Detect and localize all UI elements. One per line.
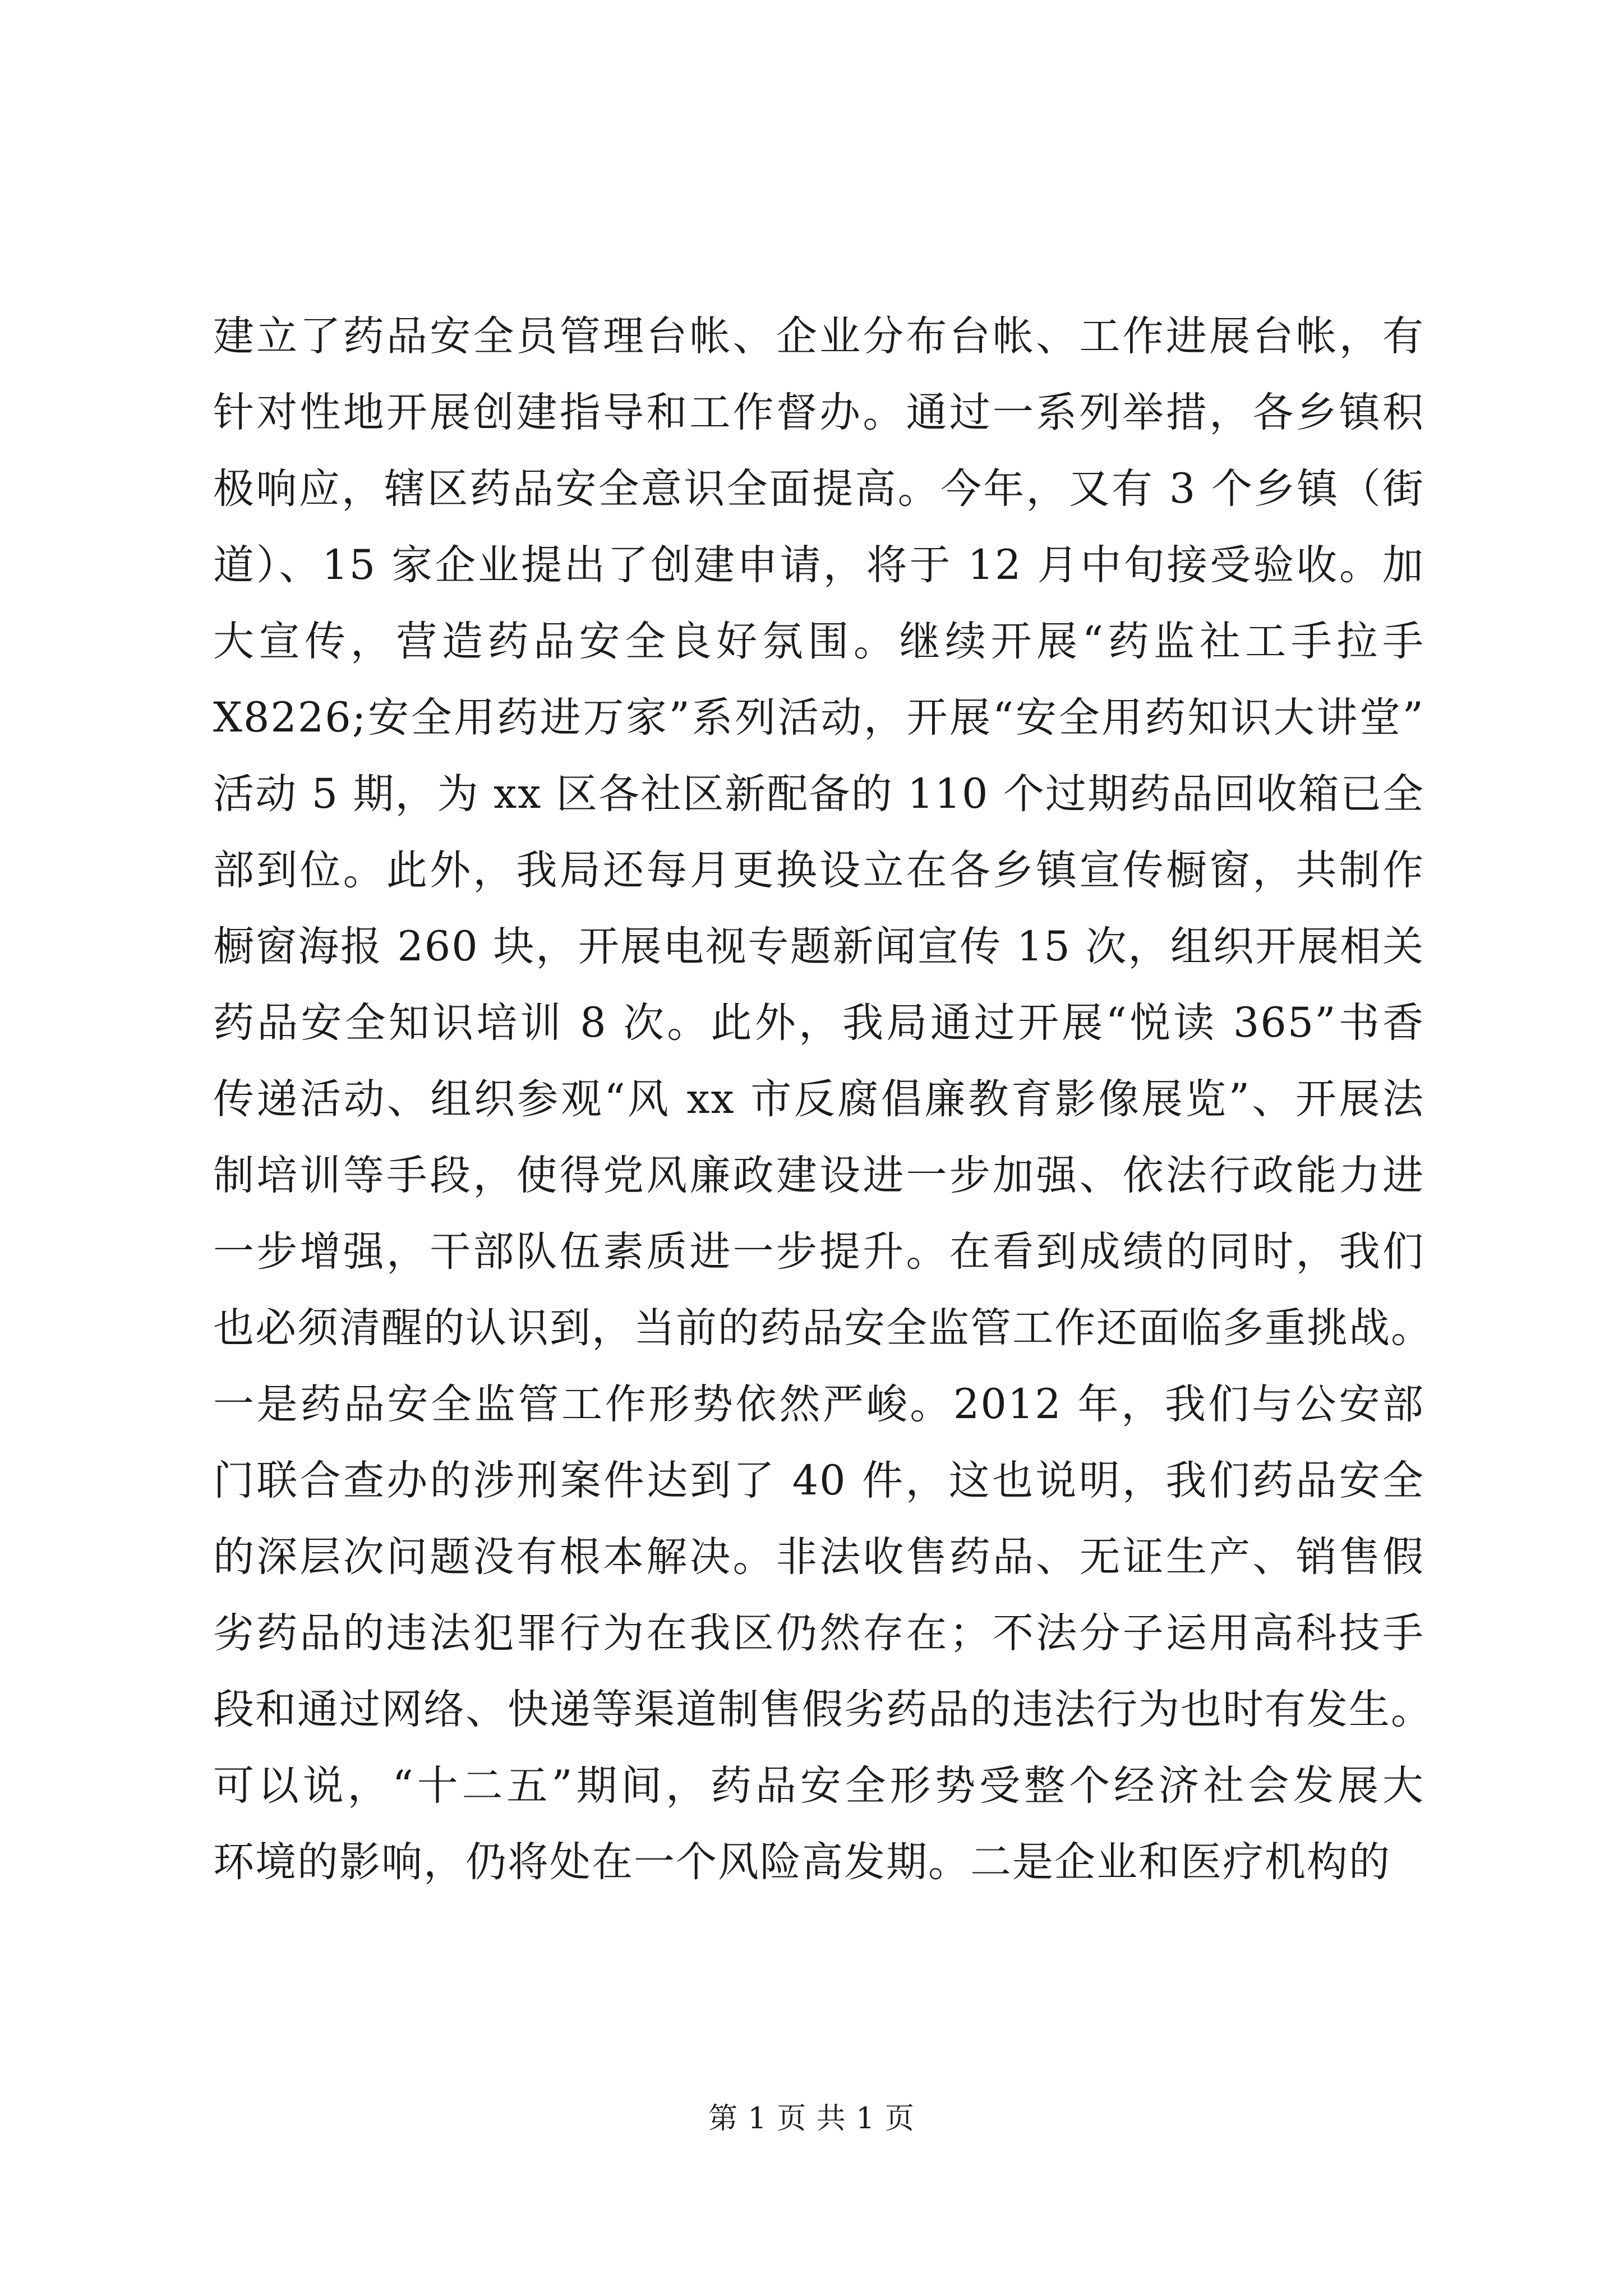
text-line: 劣药品的违法犯罪行为在我区仍然存在；不法分子运用高科技手 <box>213 1609 1424 1657</box>
text-line: 极响应，辖区药品安全意识全面提高。今年，又有 3 个乡镇（街 <box>213 465 1424 513</box>
text-line: 药品安全知识培训 8 次。此外，我局通过开展“悦读 365”书香 <box>213 999 1424 1047</box>
text-line: 建立了药品安全员管理台帐、企业分布台帐、工作进展台帐，有 <box>213 312 1424 360</box>
text-line: 针对性地开展创建指导和工作督办。通过一系列举措，各乡镇积 <box>213 389 1424 436</box>
body-text <box>213 298 1433 1901</box>
text-line: 门联合查办的涉刑案件达到了 40 件，这也说明，我们药品安全 <box>213 1457 1424 1504</box>
text-line: 大宣传，营造药品安全良好氛围。继续开展“药监社工手拉手 <box>213 618 1424 665</box>
text-line: 道）、15 家企业提出了创建申请，将于 12 月中旬接受验收。加 <box>213 541 1424 589</box>
text-line: 的深层次问题没有根本解决。非法收售药品、无证生产、销售假 <box>213 1533 1424 1581</box>
page-number-label: 第 1 页 共 1 页 <box>708 2102 915 2136</box>
text-line: 一是药品安全监管工作形势依然严峻。2012 年，我们与公安部 <box>213 1381 1424 1428</box>
page-footer <box>0 2099 1623 2138</box>
text-line: 活动 5 期，为 xx 区各社区新配备的 110 个过期药品回收箱已全 <box>213 770 1424 818</box>
text-line: 也必须清醒的认识到，当前的药品安全监管工作还面临多重挑战。 <box>213 1304 1433 1352</box>
text-line: 传递活动、组织参观“风 xx 市反腐倡廉教育影像展览”、开展法 <box>213 1075 1424 1123</box>
text-line: X8226;安全用药进万家”系列活动，开展“安全用药知识大讲堂” <box>213 694 1424 742</box>
text-line: 一步增强，干部队伍素质进一步提升。在看到成绩的同时，我们 <box>213 1228 1424 1276</box>
text-line: 橱窗海报 260 块，开展电视专题新闻宣传 15 次，组织开展相关 <box>213 923 1424 970</box>
text-line: 可以说，“十二五”期间，药品安全形势受整个经济社会发展大 <box>213 1762 1424 1810</box>
text-line: 制培训等手段，使得党风廉政建设进一步加强、依法行政能力进 <box>213 1152 1424 1199</box>
text-line: 环境的影响，仍将处在一个风险高发期。二是企业和医疗机构的 <box>213 1838 1391 1886</box>
text-line: 部到位。此外，我局还每月更换设立在各乡镇宣传橱窗，共制作 <box>213 846 1424 894</box>
text-line: 段和通过网络、快递等渠道制售假劣药品的违法行为也时有发生。 <box>213 1686 1433 1733</box>
